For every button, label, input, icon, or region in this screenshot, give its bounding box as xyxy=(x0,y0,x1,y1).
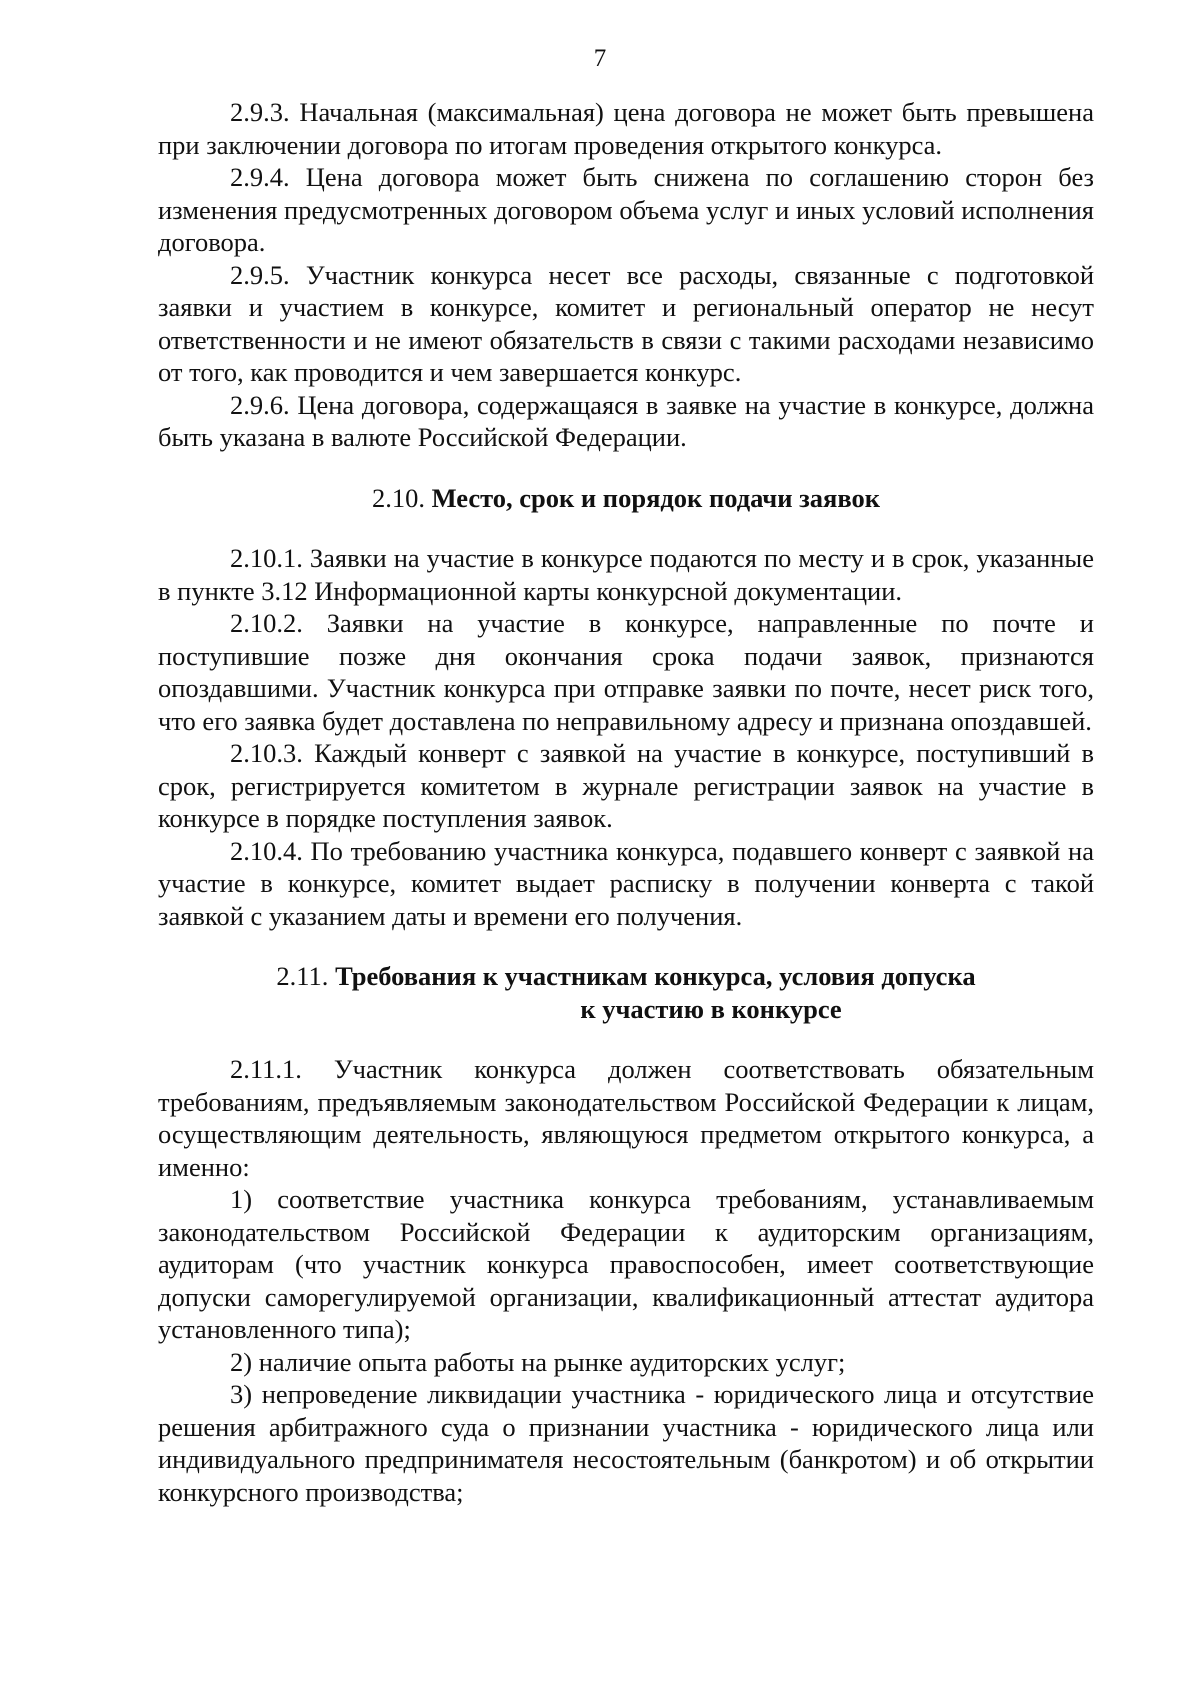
section-heading-line-1 xyxy=(158,960,1094,993)
paragraph-2-9-3: 2.9.3. Начальная (максимальная) цена договора не может быть превышена при заключении договора по итогам проведения открытого конкурса. xyxy=(158,97,1094,160)
paragraph-2-10-3: 2.10.3. Каждый конверт с заявкой на участие в конкурсе, поступивший в срок, регистрируется комитетом в журнале регистрации заявок на участие в конкурсе в порядке поступления заявок. xyxy=(158,738,1094,833)
section-heading-2-10 xyxy=(158,482,1094,515)
list-item-2: 2) наличие опыта работы на рынке аудиторских услуг; xyxy=(230,1346,846,1377)
paragraph-2-10-1: 2.10.1. Заявки на участие в конкурсе подаются по месту и в срок, указанные в пункте 3.12 Информационной карты конкурсной документации. xyxy=(158,543,1094,606)
page-number: 7 xyxy=(593,45,607,72)
list-item-1: 1) соответствие участника конкурса требованиям, устанавливаемым законодательством Российской Федерации к аудиторским организациям, аудиторам (что участник конкурса правоспособен, имеет соответствующие допуски саморегулируемой организации, квалификационный аттестат аудитора установленного типа); xyxy=(158,1184,1094,1344)
paragraph-2-9-6: 2.9.6. Цена договора, содержащаяся в заявке на участие в конкурсе, должна быть указана в валюте Российской Федерации. xyxy=(158,389,1094,452)
section-number: 2.10. xyxy=(371,482,425,513)
document-body xyxy=(158,96,1094,1508)
paragraph-2-9-5: 2.9.5. Участник конкурса несет все расходы, связанные с подготовкой заявки и участием в конкурсе, комитет и региональный оператор не несут ответственности и не имеют обязательств в связи с такими расходами независимо от того, как проводится и чем завершается конкурс. xyxy=(158,259,1094,387)
section-title-continued: к участию в конкурсе xyxy=(580,993,842,1024)
section-title: Место, срок и порядок подачи заявок xyxy=(431,482,881,513)
list-item-3: 3) непроведение ликвидации участника - юридического лица и отсутствие решения арбитражного суда о признании участника - юридического лица или индивидуального предпринимателя несостоятельным (банкротом) и об открытии конкурсного производства; xyxy=(158,1379,1094,1507)
section-number: 2.11. xyxy=(276,961,329,991)
section-title: Требования к участникам конкурса, условия допуска xyxy=(335,961,976,991)
paragraph-2-10-4: 2.10.4. По требованию участника конкурса, подавшего конверт с заявкой на участие в конкурсе, комитет выдает расписку в получении конверта с такой заявкой с указанием даты и времени его получения. xyxy=(158,835,1094,931)
section-heading-2-11 xyxy=(158,960,1094,1025)
paragraph-2-11-1: 2.11.1. Участник конкурса должен соответствовать обязательным требованиям, предъявляемым законодательством Российской Федерации к лицам, осуществляющим деятельность, являющуюся предметом открытого конкурса, а именно: xyxy=(158,1054,1094,1182)
paragraph-2-9-4: 2.9.4. Цена договора может быть снижена по соглашению сторон без изменения предусмотренных договором объема услуг и иных условий исполнения договора. xyxy=(158,162,1094,257)
paragraph-2-10-2: 2.10.2. Заявки на участие в конкурсе, направленные по почте и поступившие позже дня окончания срока подачи заявок, признаются опоздавшими. Участник конкурса при отправке заявки по почте, несет риск того, что его заявка будет доставлена по неправильному адресу и признана опоздавшей. xyxy=(158,608,1094,736)
